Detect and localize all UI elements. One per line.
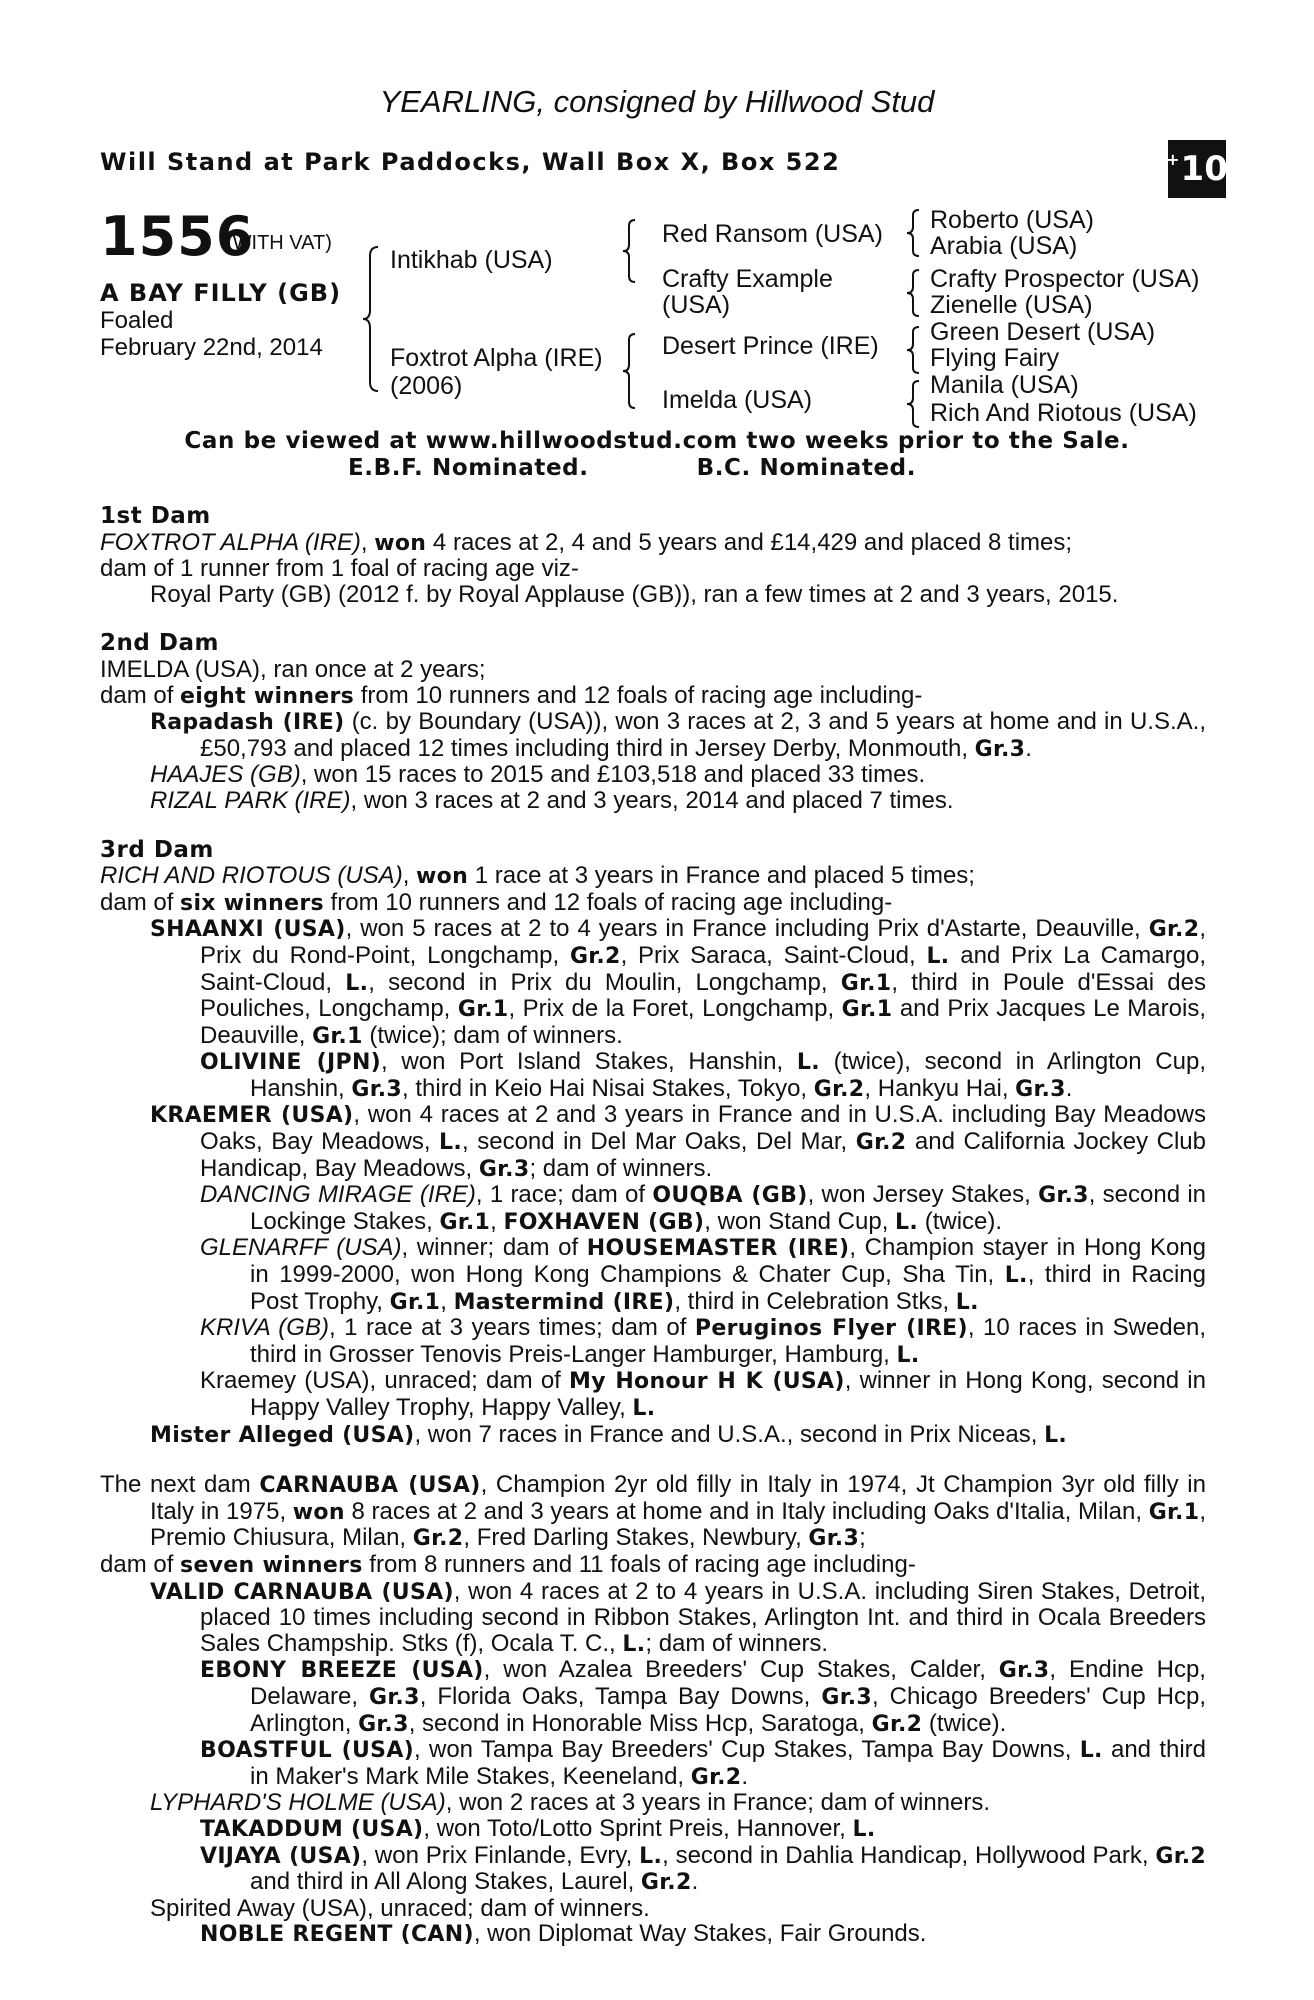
third-dam-line: RICH AND RIOTOUS (USA), won 1 race at 3 years in France and placed 5 times;	[100, 862, 975, 890]
next-dam-runner: Spirited Away (USA), unraced; dam of winners.	[150, 1894, 650, 1922]
foaled-date: February 22nd, 2014	[100, 334, 323, 361]
third-dam-grandchild: KRIVA (GB), 1 race at 3 years times; dam of Peruginos Flyer (IRE), 10 races in Sweden, third in Grosser Tenovis Preis-Langer Hamburger, Hamburg, L.	[200, 1314, 1206, 1368]
viewing-note: Can be viewed at www.hillwoodstud.com two weeks prior to the Sale.	[184, 428, 1130, 454]
second-dam-line: IMELDA (USA), ran once at 2 years;	[100, 655, 486, 683]
pedigree-gg-2: Arabia (USA)	[930, 232, 1078, 260]
brace-icon	[906, 209, 922, 257]
brace-icon	[362, 246, 382, 392]
pedigree-gg-6: Flying Fairy	[930, 344, 1060, 372]
first-dam-heading: 1st Dam	[100, 503, 211, 529]
lot-badge	[1168, 140, 1226, 198]
ebf-nominated: E.B.F. Nominated.	[348, 455, 589, 481]
stand-location: Will Stand at Park Paddocks, Wall Box X, Box 522	[100, 148, 841, 176]
third-dam-runner: Mister Alleged (USA), won 7 races in France and U.S.A., second in Prix Niceas, L.	[150, 1420, 1068, 1448]
first-dam-produce: dam of 1 runner from 1 foal of racing age viz-	[100, 555, 579, 583]
pedigree-gg-7: Manila (USA)	[930, 371, 1079, 399]
next-dam-runner: VALID CARNAUBA (USA), won 4 races at 2 to 4 years in U.S.A. including Siren Stakes, Detroit, placed 10 times including second in Ribbon Stakes, Arlington Int. and third in Ocala Breeders Sales Champship. Stks (f), Ocala T. C., L.; dam of winners.	[150, 1577, 1206, 1657]
second-dam-runner: Rapadash (IRE) (c. by Boundary (USA)), won 3 races at 2, 3 and 5 years at home and in U.S.A., £50,793 and placed 12 times including third in Jersey Derby, Monmouth, Gr.3.	[150, 708, 1206, 762]
pedigree-gg-5: Green Desert (USA)	[930, 318, 1156, 346]
third-dam-grandchild: GLENARFF (USA), winner; dam of HOUSEMASTER (IRE), Champion stayer in Hong Kong in 1999-2000, won Hong Kong Champions & Chater Cup, Sha Tin, L., third in Racing Post Trophy, Gr.1, Mastermind (IRE), third in Celebration Stks, L.	[200, 1234, 1206, 1315]
next-dam-grandchild: NOBLE REGENT (CAN), won Diplomat Way Stakes, Fair Grounds.	[200, 1920, 927, 1948]
first-dam-runner: Royal Party (GB) (2012 f. by Royal Applause (GB)), ran a few times at 2 and 3 years, 2015.	[150, 580, 1119, 608]
pedigree-dam: Foxtrot Alpha (IRE)	[390, 344, 603, 372]
pedigree-dam-dam: Imelda (USA)	[662, 386, 813, 414]
next-dam-produce: dam of seven winners from 8 runners and 11 foals of racing age including-	[100, 1550, 916, 1578]
next-dam-grandchild: EBONY BREEZE (USA), won Azalea Breeders' Cup Stakes, Calder, Gr.3, Endine Hcp, Delaware, Gr.3, Florida Oaks, Tampa Bay Downs, Gr.3, Chicago Breeders' Cup Hcp, Arlington, Gr.3, second in Honorable Miss Hcp, Saratoga, Gr.2 (twice).	[200, 1656, 1207, 1737]
consignment-line: YEARLING, consigned by Hillwood Stud	[379, 84, 935, 119]
bc-nominated: B.C. Nominated.	[696, 455, 917, 481]
brace-icon	[622, 333, 638, 409]
brace-icon	[906, 326, 922, 374]
third-dam-produce: dam of six winners from 10 runners and 12 foals of racing age including-	[100, 888, 893, 916]
third-dam-grandchild: OLIVINE (JPN), won Port Island Stakes, Hanshin, L. (twice), second in Arlington Cup, Hanshin, Gr.3, third in Keio Hai Nisai Stakes, Tokyo, Gr.2, Hankyu Hai, Gr.3.	[200, 1048, 1206, 1102]
vat-note: (WITH VAT)	[226, 232, 332, 254]
brace-icon	[906, 380, 922, 428]
next-dam-grandchild: BOASTFUL (USA), won Tampa Bay Breeders' Cup Stakes, Tampa Bay Downs, L. and third in Maker's Mark Mile Stakes, Keeneland, Gr.2.	[200, 1736, 1207, 1790]
pedigree-gg-3: Crafty Prospector (USA)	[930, 265, 1200, 293]
third-dam-runner: KRAEMER (USA), won 4 races at 2 and 3 years in France and in U.S.A. including Bay Meadows Oaks, Bay Meadows, L., second in Del Mar Oaks, Del Mar, Gr.2 and California Jockey Club Handicap, Bay Meadows, Gr.3; dam of winners.	[150, 1101, 1207, 1182]
lot-number: 1556	[100, 205, 255, 268]
next-dam-grandchild: VIJAYA (USA), won Prix Finlande, Evry, L., second in Dahlia Handicap, Hollywood Park, Gr.2 and third in All Along Stakes, Laurel, Gr.2.	[200, 1841, 1207, 1896]
third-dam-runner: SHAANXI (USA), won 5 races at 2 to 4 years in France including Prix d'Astarte, Deauville, Gr.2, Prix du Rond-Point, Longchamp, Gr.2, Prix Saraca, Saint-Cloud, L. and Prix La Camargo, Saint-Cloud, L., second in Prix du Moulin, Longchamp, Gr.1, third in Poule d'Essai des Pouliches, Longchamp, Gr.1, Prix de la Foret, Longchamp, Gr.1 and Prix Jacques Le Marois, Deauville, Gr.1 (twice); dam of winners.	[150, 915, 1206, 1049]
next-dam-runner: LYPHARD'S HOLME (USA), won 2 races at 3 years in France; dam of winners.	[150, 1789, 991, 1817]
brace-icon	[906, 269, 922, 317]
pedigree-sire-sire: Red Ransom (USA)	[662, 220, 883, 248]
third-dam-grandchild: DANCING MIRAGE (IRE), 1 race; dam of OUQBA (GB), won Jersey Stakes, Gr.3, second in Lockinge Stakes, Gr.1, FOXHAVEN (GB), won Stand Cup, L. (twice).	[200, 1181, 1206, 1235]
second-dam-heading: 2nd Dam	[100, 630, 219, 657]
first-dam-line: FOXTROT ALPHA (IRE), won 4 races at 2, 4 and 5 years and £14,429 and placed 8 times;	[100, 528, 1073, 556]
lot-description: A BAY FILLY (GB)	[100, 279, 342, 307]
foaled-label: Foaled	[100, 307, 174, 334]
third-dam-grandchild: Kraemey (USA), unraced; dam of My Honour H K (USA), winner in Hong Kong, second in Happy Valley Trophy, Happy Valley, L.	[200, 1367, 1206, 1421]
next-dam-line: The next dam CARNAUBA (USA), Champion 2yr old filly in Italy in 1974, Jt Champion 3yr old filly in Italy in 1975, won 8 races at 2 and 3 years at home and in Italy including Oaks d'Italia, Milan, Gr.1, Premio Chiusura, Milan, Gr.2, Fred Darling Stakes, Newbury, Gr.3;	[100, 1471, 1206, 1552]
pedigree-sire-dam-country: (USA)	[662, 291, 731, 319]
section-gap	[100, 1448, 1206, 1472]
pedigree-gg-1: Roberto (USA)	[930, 206, 1094, 234]
next-dam-grandchild: TAKADDUM (USA), won Toto/Lotto Sprint Preis, Hannover, L.	[200, 1814, 876, 1842]
pedigree-sire: Intikhab (USA)	[390, 246, 553, 274]
badge-plus: +	[1166, 149, 1180, 169]
badge-number: 10	[1180, 149, 1228, 189]
pedigree-body	[100, 504, 1206, 1948]
third-dam-heading: 3rd Dam	[100, 836, 214, 863]
pedigree-sire-dam: Crafty Example	[662, 265, 833, 293]
pedigree-gg-4: Zienelle (USA)	[930, 291, 1093, 319]
pedigree-dam-year: (2006)	[390, 372, 463, 400]
second-dam-produce: dam of eight winners from 10 runners and 12 foals of racing age including-	[100, 681, 923, 709]
brace-icon	[622, 219, 638, 283]
pedigree-dam-sire: Desert Prince (IRE)	[662, 332, 879, 360]
nominations	[348, 455, 1024, 481]
second-dam-runner: HAAJES (GB), won 15 races to 2015 and £103,518 and placed 33 times.	[150, 761, 926, 789]
pedigree-gg-8: Rich And Riotous (USA)	[930, 399, 1197, 427]
second-dam-runner: RIZAL PARK (IRE), won 3 races at 2 and 3 years, 2014 and placed 7 times.	[150, 786, 954, 814]
